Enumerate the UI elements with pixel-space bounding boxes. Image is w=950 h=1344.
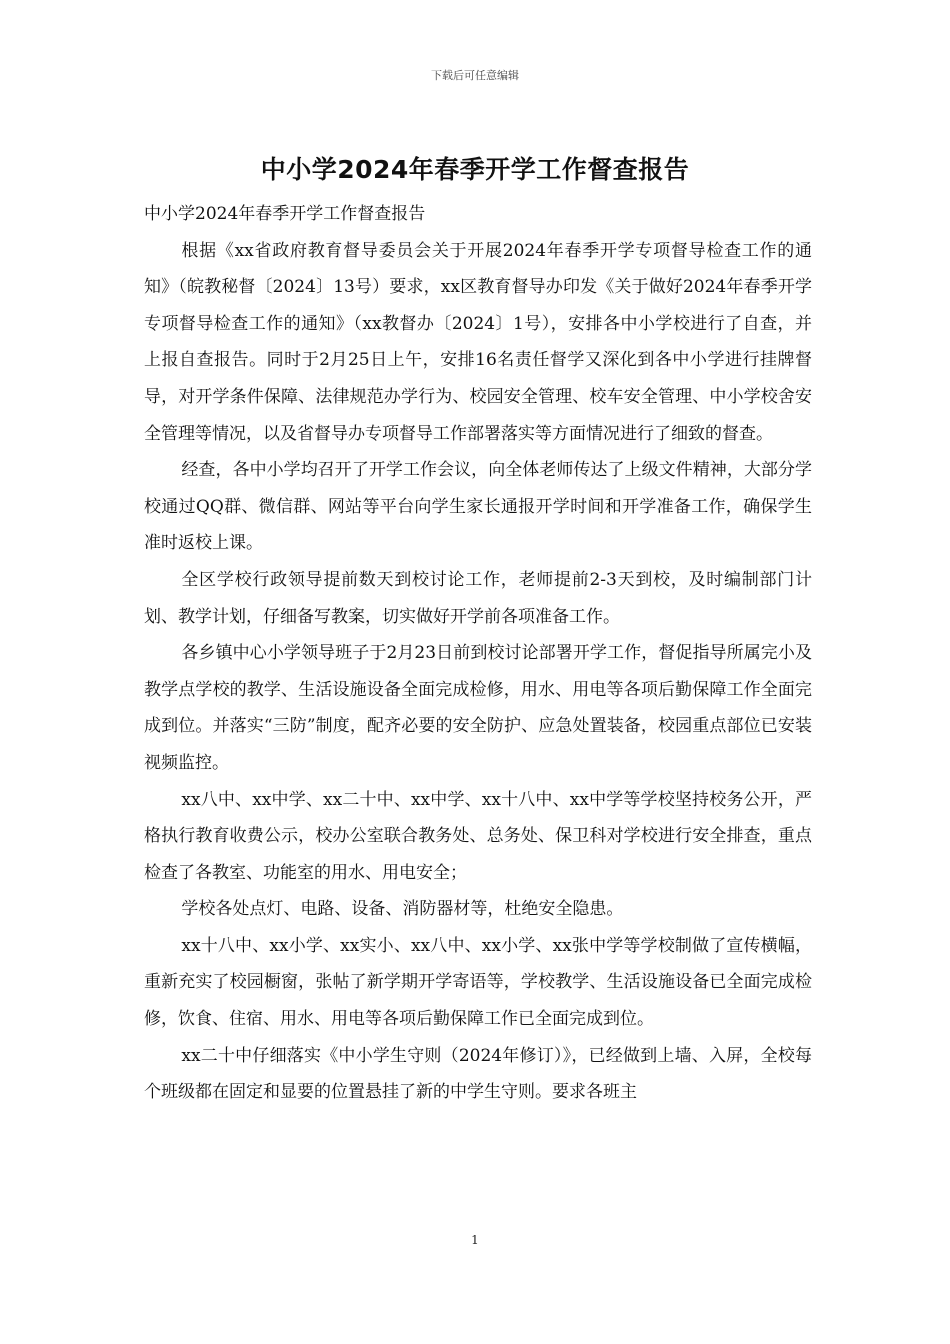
paragraph-7: xx十八中、xx小学、xx实小、xx八中、xx小学、xx张中学等学校制做了宣传横幅，重新充实了校园橱窗，张帖了新学期开学寄语等，学校教学、生活设施设备已全面完成检修，饮食、住宿、用水、用电等各项后勤保障工作已全面完成到位。 xyxy=(144,935,812,1030)
document-body xyxy=(144,196,812,1111)
paragraph-6: 学校各处点灯、电路、设备、消防器材等，杜绝安全隐患。 xyxy=(181,899,624,920)
paragraph-2: 经查，各中小学均召开了开学工作会议，向全体老师传达了上级文件精神，大部分学校通过QQ群、微信群、网站等平台向学生家长通报开学时间和开学准备工作，确保学生准时返校上课。 xyxy=(144,460,812,554)
document-title: 中小学2024年春季开学工作督查报告 xyxy=(260,155,690,184)
page-number: 1 xyxy=(471,1233,479,1247)
paragraph-5: xx八中、xx中学、xx二十中、xx中学、xx十八中、xx中学等学校坚持校务公开，严格执行教育收费公示，校办公室联合教务处、总务处、保卫科对学校进行安全排查，重点检查了各教室、功能室的用水、用电安全； xyxy=(144,789,812,883)
paragraph-8: xx二十中仔细落实《中小学生守则（2024年修订）》，已经做到上墙、入屏，全校每个班级都在固定和显要的位置悬挂了新的中学生守则。要求各班主 xyxy=(144,1045,812,1103)
header-note: 下载后可任意编辑 xyxy=(431,69,519,82)
document-subtitle: 中小学2024年春季开学工作督查报告 xyxy=(144,204,426,224)
paragraph-3: 全区学校行政领导提前数天到校讨论工作，老师提前2-3天到校，及时编制部门计划、教学计划，仔细备写教案，切实做好开学前各项准备工作。 xyxy=(144,569,812,627)
paragraph-4: 各乡镇中心小学领导班子于2月23日前到校讨论部署开学工作，督促指导所属完小及教学点学校的教学、生活设施设备全面完成检修，用水、用电等各项后勤保障工作全面完成到位。并落实“三防”制度，配齐必要的安全防护、应急处置装备，校园重点部位已安装视频监控。 xyxy=(144,643,812,773)
paragraph-1: 根据《xx省政府教育督导委员会关于开展2024年春季开学专项督导检查工作的通知》（皖教秘督〔2024〕13号）要求，xx区教育督导办印发《关于做好2024年春季开学专项督导检查工作的通知》（xx教督办〔2024〕1号），安排各中小学校进行了自查，并上报自查报告。同时于2月25日上午，安排16名责任督学又深化到各中小学进行挂牌督导，对开学条件保障、法律规范办学行为、校园安全管理、校车安全管理、中小学校舍安全管理等情况，以及省督导办专项督导工作部署落实等方面情况进行了细致的督查。 xyxy=(144,240,812,444)
